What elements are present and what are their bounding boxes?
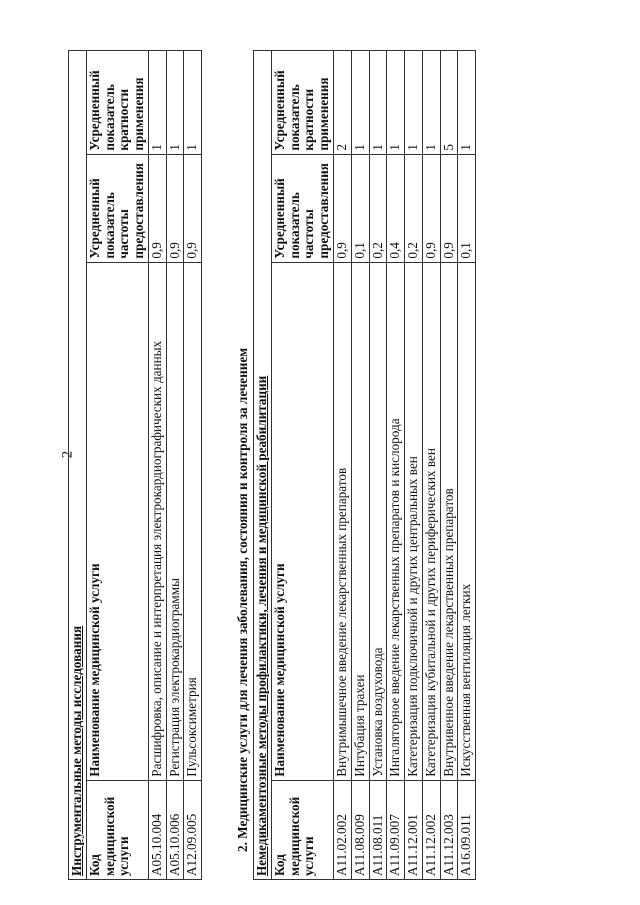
service-code: A11.08.011 [369, 780, 387, 879]
service-multiplicity: 1 [458, 51, 476, 155]
service-name: Внутривенное введение лекарственных препаратов [440, 262, 458, 780]
service-multiplicity: 1 [148, 51, 166, 155]
table-row [405, 51, 423, 880]
header-name: Наименование медицинской услуги [271, 262, 333, 780]
table-section-title: Немедикаментозные методы профилактики, лечения и медицинской реабилитации [254, 51, 272, 880]
header-multiplicity: Усредненный показатель кратности применения [86, 51, 148, 155]
non-drug-methods-table [253, 50, 476, 880]
table-row [148, 51, 166, 880]
section-heading: 2. Медицинские услуги для лечения заболевания, состояния и контроля за лечением [235, 347, 251, 852]
service-multiplicity: 1 [369, 51, 387, 155]
service-code: A12.09.005 [184, 780, 202, 879]
table-row [458, 51, 476, 880]
service-multiplicity: 1 [166, 51, 184, 155]
service-frequency: 0,2 [405, 154, 423, 262]
service-frequency: 0,1 [351, 154, 369, 262]
instrumental-methods-table [68, 50, 202, 880]
service-frequency: 0,2 [369, 154, 387, 262]
service-name: Интубация трахеи [351, 262, 369, 780]
header-name: Наименование медицинской услуги [86, 262, 148, 780]
service-code: A11.02.002 [333, 780, 351, 879]
service-multiplicity: 1 [422, 51, 440, 155]
service-code: A11.12.003 [440, 780, 458, 879]
document-sheet [68, 50, 528, 880]
service-name: Внутримышечное введение лекарственных препаратов [333, 262, 351, 780]
service-name: Установка воздуховода [369, 262, 387, 780]
service-multiplicity: 5 [440, 51, 458, 155]
service-multiplicity: 1 [405, 51, 423, 155]
table-header-row [271, 51, 333, 880]
service-name: Ингаляторное введение лекарственных препаратов и кислорода [387, 262, 405, 780]
table-section-row [254, 51, 272, 880]
service-multiplicity: 1 [351, 51, 369, 155]
service-code: A11.09.007 [387, 780, 405, 879]
service-multiplicity: 2 [333, 51, 351, 155]
table-row [369, 51, 387, 880]
table-section-title: Инструментальные методы исследования [69, 51, 87, 880]
table-row [184, 51, 202, 880]
table-row [387, 51, 405, 880]
table-row [333, 51, 351, 880]
service-name: Катетеризация кубитальной и других периферических вен [422, 262, 440, 780]
service-code: A16.09.011 [458, 780, 476, 879]
table-row [351, 51, 369, 880]
service-multiplicity: 1 [184, 51, 202, 155]
table-row [422, 51, 440, 880]
service-code: A11.12.002 [422, 780, 440, 879]
service-name: Расшифровка, описание и интерпретация электрокардиографических данных [148, 262, 166, 780]
service-frequency: 0,9 [184, 154, 202, 262]
header-code: Код медицинской услуги [86, 780, 148, 879]
service-frequency: 0,9 [166, 154, 184, 262]
service-name: Искусственная вентиляция легких [458, 262, 476, 780]
service-name: Регистрация электрокардиограммы [166, 262, 184, 780]
table-header-row [86, 51, 148, 880]
table-row [166, 51, 184, 880]
header-frequency: Усредненный показатель частоты предоставления [86, 154, 148, 262]
table-row [440, 51, 458, 880]
service-code: A05.10.004 [148, 780, 166, 879]
service-frequency: 0,4 [387, 154, 405, 262]
service-frequency: 0,9 [333, 154, 351, 262]
service-code: A11.12.001 [405, 780, 423, 879]
service-name: Пульсоксиметрия [184, 262, 202, 780]
service-name: Катетеризация подключичной и других центральных вен [405, 262, 423, 780]
service-multiplicity: 1 [387, 51, 405, 155]
table-section-row [69, 51, 87, 880]
service-frequency: 0,9 [422, 154, 440, 262]
service-code: A05.10.006 [166, 780, 184, 879]
service-frequency: 0,9 [440, 154, 458, 262]
page-number: 2 [59, 450, 76, 459]
header-frequency: Усредненный показатель частоты предоставления [271, 154, 333, 262]
service-frequency: 0,9 [148, 154, 166, 262]
service-code: A11.08.009 [351, 780, 369, 879]
header-code: Код медицинской услуги [271, 780, 333, 879]
header-multiplicity: Усредненный показатель кратности применения [271, 51, 333, 155]
service-frequency: 0,1 [458, 154, 476, 262]
